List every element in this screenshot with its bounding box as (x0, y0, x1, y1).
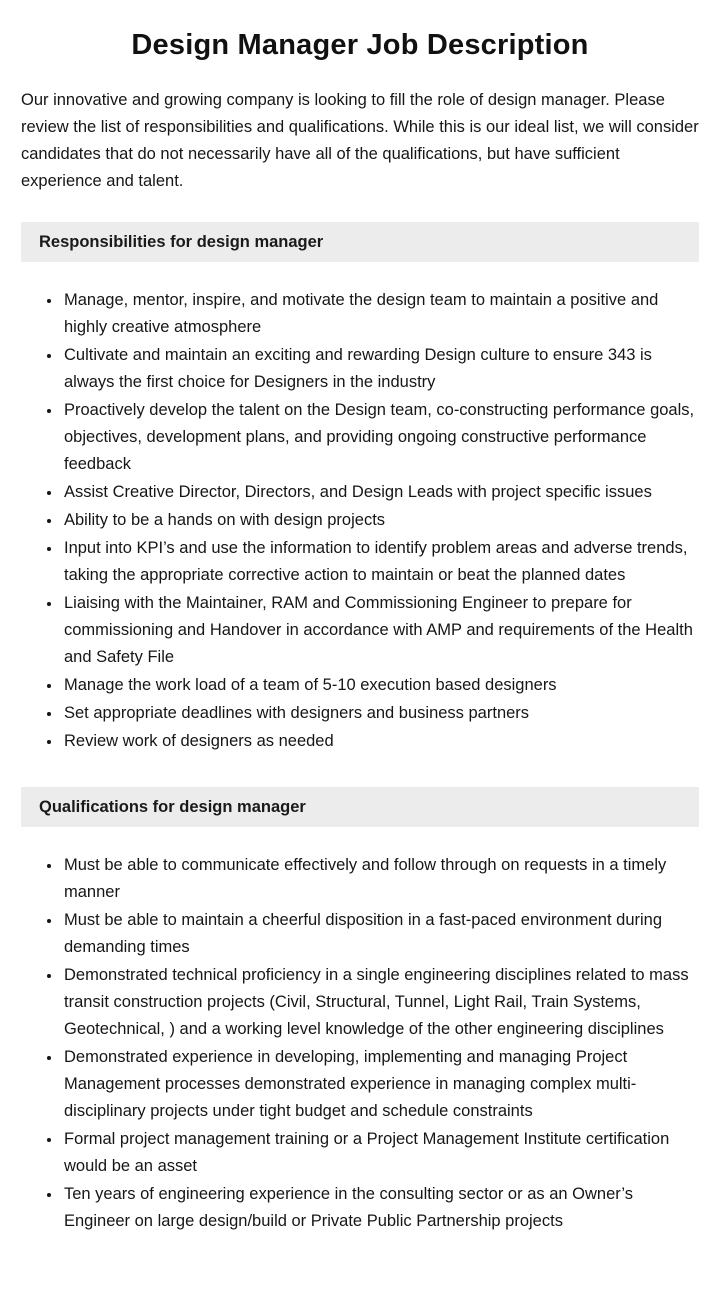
list-item: • Input into KPI’s and use the information to identify problem areas and adverse trends, taking the appropriate corrective action to maintain or beat the planned dates (62, 535, 699, 589)
list-item: • Cultivate and maintain an exciting and rewarding Design culture to ensure 343 is always the first choice for Designers in the industry (62, 342, 699, 396)
list-item: • Demonstrated experience in developing, implementing and managing Project Management processes demonstrated experience in managing complex multi-disciplinary projects under tight budget and schedule constraints (62, 1044, 699, 1125)
list-item: • Formal project management training or a Project Management Institute certification would be an asset (62, 1126, 699, 1180)
list-item: • Set appropriate deadlines with designers and business partners (62, 700, 699, 727)
responsibilities-section-header (21, 222, 699, 262)
list-item: • Must be able to communicate effectively and follow through on requests in a timely manner (62, 852, 699, 906)
list-item: • Demonstrated technical proficiency in a single engineering disciplines related to mass transit construction projects (Civil, Structural, Tunnel, Light Rail, Train Systems, Geotechnical, ) and a working level knowledge of the other engineering disciplines (62, 962, 699, 1043)
list-item: • Assist Creative Director, Directors, and Design Leads with project specific issues (62, 479, 699, 506)
list-item: • Ten years of engineering experience in the consulting sector or as an Owner’s Engineer on large design/build or Private Public Partnership projects (62, 1181, 699, 1235)
responsibilities-list (21, 287, 699, 755)
list-item: • Liaising with the Maintainer, RAM and Commissioning Engineer to prepare for commissioning and Handover in accordance with AMP and requirements of the Health and Safety File (62, 590, 699, 671)
responsibilities-section (21, 222, 699, 755)
list-item: • Must be able to maintain a cheerful disposition in a fast-paced environment during demanding times (62, 907, 699, 961)
qualifications-section-header-label: Qualifications for design manager (39, 797, 306, 816)
list-item: • Review work of designers as needed (62, 728, 699, 755)
list-item: • Proactively develop the talent on the Design team, co-constructing performance goals, objectives, development plans, and providing ongoing constructive performance feedback (62, 397, 699, 478)
qualifications-section-header (21, 787, 699, 827)
list-item: • Manage the work load of a team of 5-10 execution based designers (62, 672, 699, 699)
list-item: • Manage, mentor, inspire, and motivate the design team to maintain a positive and highly creative atmosphere (62, 287, 699, 341)
qualifications-list (21, 852, 699, 1235)
qualifications-section (21, 787, 699, 1235)
intro-paragraph: Our innovative and growing company is looking to fill the role of design manager. Please review the list of responsibilities and qualifications. While this is our ideal list, we will consider candidates that do not necessarily have all of the qualifications, but have sufficient experience and talent. (21, 90, 699, 190)
page-title: Design Manager Job Description (131, 29, 589, 61)
list-item: • Ability to be a hands on with design projects (62, 507, 699, 534)
responsibilities-section-header-label: Responsibilities for design manager (39, 232, 324, 251)
